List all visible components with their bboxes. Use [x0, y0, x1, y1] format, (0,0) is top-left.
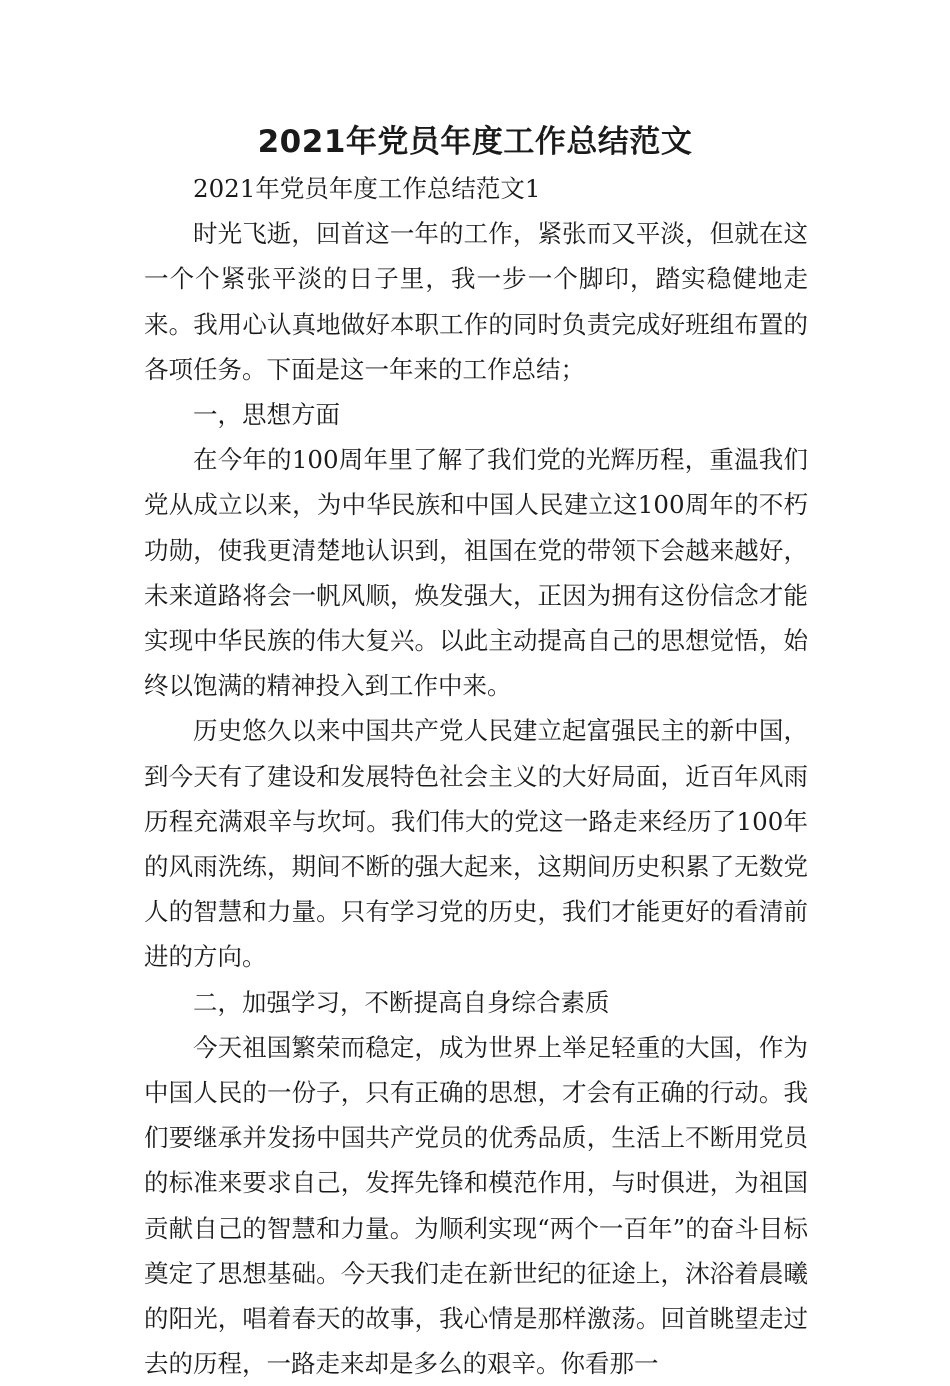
paragraph-subtitle: 2021年党员年度工作总结范文1: [193, 174, 541, 203]
section-heading-2: 二，加强学习，不断提高自身综合素质: [193, 987, 610, 1017]
document-title: 2021年党员年度工作总结范文: [257, 124, 693, 160]
paragraph: 今天祖国繁荣而稳定，成为世界上举足轻重的大国，作为中国人民的一份子，只有正确的思想，才会有正确的行动。我们要继承并发扬中国共产党员的优秀品质，生活上不断用党员的标准来要求自己，发挥先锋和模范作用，与时俱进，为祖国贡献自己的智慧和力量。为顺利实现“两个一百年”的奋斗目标奠定了思想基础。今天我们走在新世纪的征途上，沐浴着晨曦的阳光，唱着春天的故事，我心情是那样激荡。回首眺望走过去的历程，一路走来却是多么的艰辛。你看那一: [144, 1032, 808, 1379]
paragraph: 历史悠久以来中国共产党人民建立起富强民主的新中国，到今天有了建设和发展特色社会主义的大好局面，近百年风雨历程充满艰辛与坎坷。我们伟大的党这一路走来经历了100年的风雨洗练，期间不断的强大起来，这期间历史积累了无数党人的智慧和力量。只有学习党的历史，我们才能更好的看清前进的方向。: [144, 716, 808, 972]
section-heading-1: 一，思想方面: [193, 400, 340, 430]
paragraph-intro: 时光飞逝，回首这一年的工作，紧张而又平淡，但就在这一个个紧张平淡的日子里，我一步一个脚印，踏实稳健地走来。我用心认真地做好本职工作的同时负责完成好班组布置的各项任务。下面是这一年来的工作总结；: [144, 219, 808, 384]
paragraph: 在今年的100周年里了解了我们党的光辉历程，重温我们党从成立以来，为中华民族和中国人民建立这100周年的不朽功勋，使我更清楚地认识到，祖国在党的带领下会越来越好，未来道路将会一帆风顺，焕发强大，正因为拥有这份信念才能实现中华民族的伟大复兴。以此主动提高自己的思想觉悟，始终以饱满的精神投入到工作中来。: [144, 445, 808, 701]
document-body: [144, 166, 808, 1386]
